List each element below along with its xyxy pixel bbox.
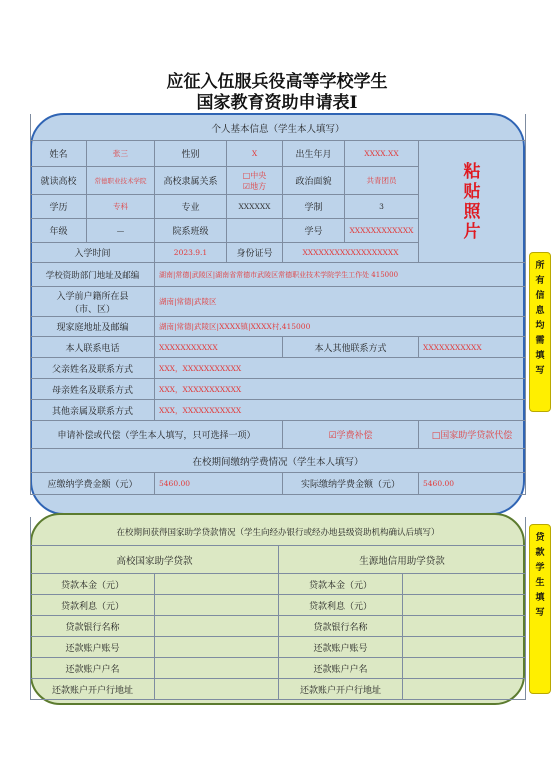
origin-loan-principal-label: 贷款本金（元）	[279, 574, 403, 595]
tuition-paid-label: 实际缴纳学费金额（元）	[283, 473, 419, 495]
guardian-label: 其他亲属及联系方式	[31, 400, 155, 421]
phone-value[interactable]: XXXXXXXXXXX	[155, 337, 283, 358]
student-id-value[interactable]: XXXXXXXXXXXX	[345, 219, 419, 243]
side-note-bottom-char: 款	[535, 548, 545, 558]
side-note-top-char: 均	[535, 321, 545, 331]
photo-area	[419, 141, 526, 263]
campus-loan-principal-label: 贷款本金（元）	[31, 574, 155, 595]
idno-value[interactable]: XXXXXXXXXXXXXXXXXX	[283, 243, 419, 263]
education-label: 学历	[31, 195, 87, 219]
name-label: 姓名	[31, 141, 87, 167]
idno-label: 身份证号	[227, 243, 283, 263]
tuition-paid-value[interactable]: 5460.00	[419, 473, 526, 495]
section-loan-header: 在校期间获得国家助学贷款情况（学生向经办银行或经办地县级资助机构确认后填写）	[31, 518, 526, 546]
name-value[interactable]: 张三	[87, 141, 155, 167]
personal-info-table	[30, 114, 526, 495]
class-value[interactable]	[227, 219, 283, 243]
affiliation-local-checkbox[interactable]: ☑地方	[242, 181, 267, 191]
campus-loan-account-value[interactable]	[155, 637, 279, 658]
tuition-due-value[interactable]: 5460.00	[155, 473, 283, 495]
origin-label-line2: （市、区）	[69, 304, 115, 315]
side-note-top-char: 需	[535, 336, 545, 346]
gender-value[interactable]: X	[227, 141, 283, 167]
campus-loan-branch-label: 还款账户开户行地址	[31, 679, 155, 700]
home-address-value[interactable]: 湖南|常德|武陵区|XXXX镇|XXXX村,415000	[155, 317, 526, 337]
campus-loan-principal-value[interactable]	[155, 574, 279, 595]
origin-label-line1: 入学前户籍所在县	[56, 291, 129, 302]
grade-label: 年级	[31, 219, 87, 243]
photo-char-2: 贴	[463, 181, 481, 202]
campus-loan-interest-value[interactable]	[155, 595, 279, 616]
birth-label: 出生年月	[283, 141, 345, 167]
side-note-bottom-char: 生	[535, 578, 545, 588]
years-label: 学制	[283, 195, 345, 219]
dept-address-label: 学校资助部门地址及邮编	[31, 263, 155, 287]
loan-info-table	[30, 517, 526, 700]
tuition-due-label: 应缴纳学费金额（元）	[31, 473, 155, 495]
campus-loan-title: 高校国家助学贷款	[31, 546, 279, 574]
form-title-line2: 国家教育资助申请表Ⅰ	[196, 93, 358, 113]
enroll-label: 入学时间	[31, 243, 155, 263]
side-note-bottom-char: 写	[535, 608, 545, 618]
major-label: 专业	[155, 195, 227, 219]
apply-tuition-checkbox[interactable]: ☑学费补偿	[283, 421, 419, 449]
side-note-loan-students	[529, 524, 551, 694]
origin-loan-holder-label: 还款账户户名	[279, 658, 403, 679]
side-note-bottom-char: 学	[535, 563, 545, 573]
photo-char-3: 照	[463, 201, 481, 222]
section-tuition-header: 在校期间缴纳学费情况（学生本人填写）	[31, 449, 526, 473]
origin-label	[31, 287, 155, 317]
mother-label: 母亲姓名及联系方式	[31, 379, 155, 400]
other-contact-label: 本人其他联系方式	[283, 337, 419, 358]
apply-loan-checkbox[interactable]: □国家助学贷款代偿	[419, 421, 526, 449]
side-note-top-char: 信	[535, 291, 545, 301]
birth-value[interactable]: XXXX.XX	[345, 141, 419, 167]
photo-char-4: 片	[463, 221, 481, 242]
side-note-all-required	[529, 252, 551, 412]
gender-label: 性别	[155, 141, 227, 167]
campus-loan-branch-value[interactable]	[155, 679, 279, 700]
home-address-label: 现家庭地址及邮编	[31, 317, 155, 337]
school-label: 就读高校	[31, 167, 87, 195]
campus-loan-account-label: 还款账户账号	[31, 637, 155, 658]
school-value[interactable]: 常德职业技术学院	[87, 167, 155, 195]
affiliation-options[interactable]	[227, 167, 283, 195]
origin-value[interactable]: 湖南|常德|武陵区	[155, 287, 526, 317]
origin-loan-principal-value[interactable]	[403, 574, 526, 595]
affiliation-label: 高校隶属关系	[155, 167, 227, 195]
phone-label: 本人联系电话	[31, 337, 155, 358]
political-label: 政治面貌	[283, 167, 345, 195]
campus-loan-holder-value[interactable]	[155, 658, 279, 679]
education-value[interactable]: 专科	[87, 195, 155, 219]
origin-loan-bank-value[interactable]	[403, 616, 526, 637]
student-id-label: 学号	[283, 219, 345, 243]
origin-loan-title: 生源地信用助学贷款	[279, 546, 526, 574]
side-note-top-char: 所	[535, 261, 545, 271]
side-note-bottom-char: 贷	[535, 533, 545, 543]
section-personal-header: 个人基本信息（学生本人填写）	[31, 115, 526, 141]
photo-char-1: 粘	[463, 161, 481, 182]
origin-loan-holder-value[interactable]	[403, 658, 526, 679]
dept-address-value[interactable]: 湖南|常德|武陵区|湖南省常德市武陵区常德职业技术学院学生工作处 415000	[155, 263, 526, 287]
form-title-line1: 应征入伍服兵役高等学校学生	[166, 72, 388, 92]
major-value[interactable]: XXXXXX	[227, 195, 283, 219]
side-note-top-char: 填	[535, 351, 545, 361]
campus-loan-interest-label: 贷款利息（元）	[31, 595, 155, 616]
father-label: 父亲姓名及联系方式	[31, 358, 155, 379]
side-note-top-char: 有	[535, 276, 545, 286]
side-note-bottom-char: 填	[535, 593, 545, 603]
affiliation-central-checkbox[interactable]: □中央	[242, 170, 267, 180]
origin-loan-interest-value[interactable]	[403, 595, 526, 616]
years-value[interactable]: 3	[345, 195, 419, 219]
other-contact-value[interactable]: XXXXXXXXXXX	[419, 337, 526, 358]
origin-loan-branch-label: 还款账户开户行地址	[279, 679, 403, 700]
apply-label: 申请补偿或代偿（学生本人填写，只可选择一项）	[31, 421, 283, 449]
origin-loan-account-value[interactable]	[403, 637, 526, 658]
side-note-top-char: 息	[535, 306, 545, 316]
political-value[interactable]: 共青团员	[345, 167, 419, 195]
mother-value[interactable]: XXX，XXXXXXXXXXX	[155, 379, 526, 400]
class-label: 院系班级	[155, 219, 227, 243]
father-value[interactable]: XXX，XXXXXXXXXXX	[155, 358, 526, 379]
enroll-value[interactable]: 2023.9.1	[155, 243, 227, 263]
origin-loan-bank-label: 贷款银行名称	[279, 616, 403, 637]
origin-loan-interest-label: 贷款利息（元）	[279, 595, 403, 616]
campus-loan-bank-value[interactable]	[155, 616, 279, 637]
grade-value[interactable]: —	[87, 219, 155, 243]
campus-loan-bank-label: 贷款银行名称	[31, 616, 155, 637]
origin-loan-branch-value[interactable]	[403, 679, 526, 700]
origin-loan-account-label: 还款账户账号	[279, 637, 403, 658]
guardian-value[interactable]: XXX，XXXXXXXXXXX	[155, 400, 526, 421]
side-note-top-char: 写	[535, 366, 545, 376]
campus-loan-holder-label: 还款账户户名	[31, 658, 155, 679]
